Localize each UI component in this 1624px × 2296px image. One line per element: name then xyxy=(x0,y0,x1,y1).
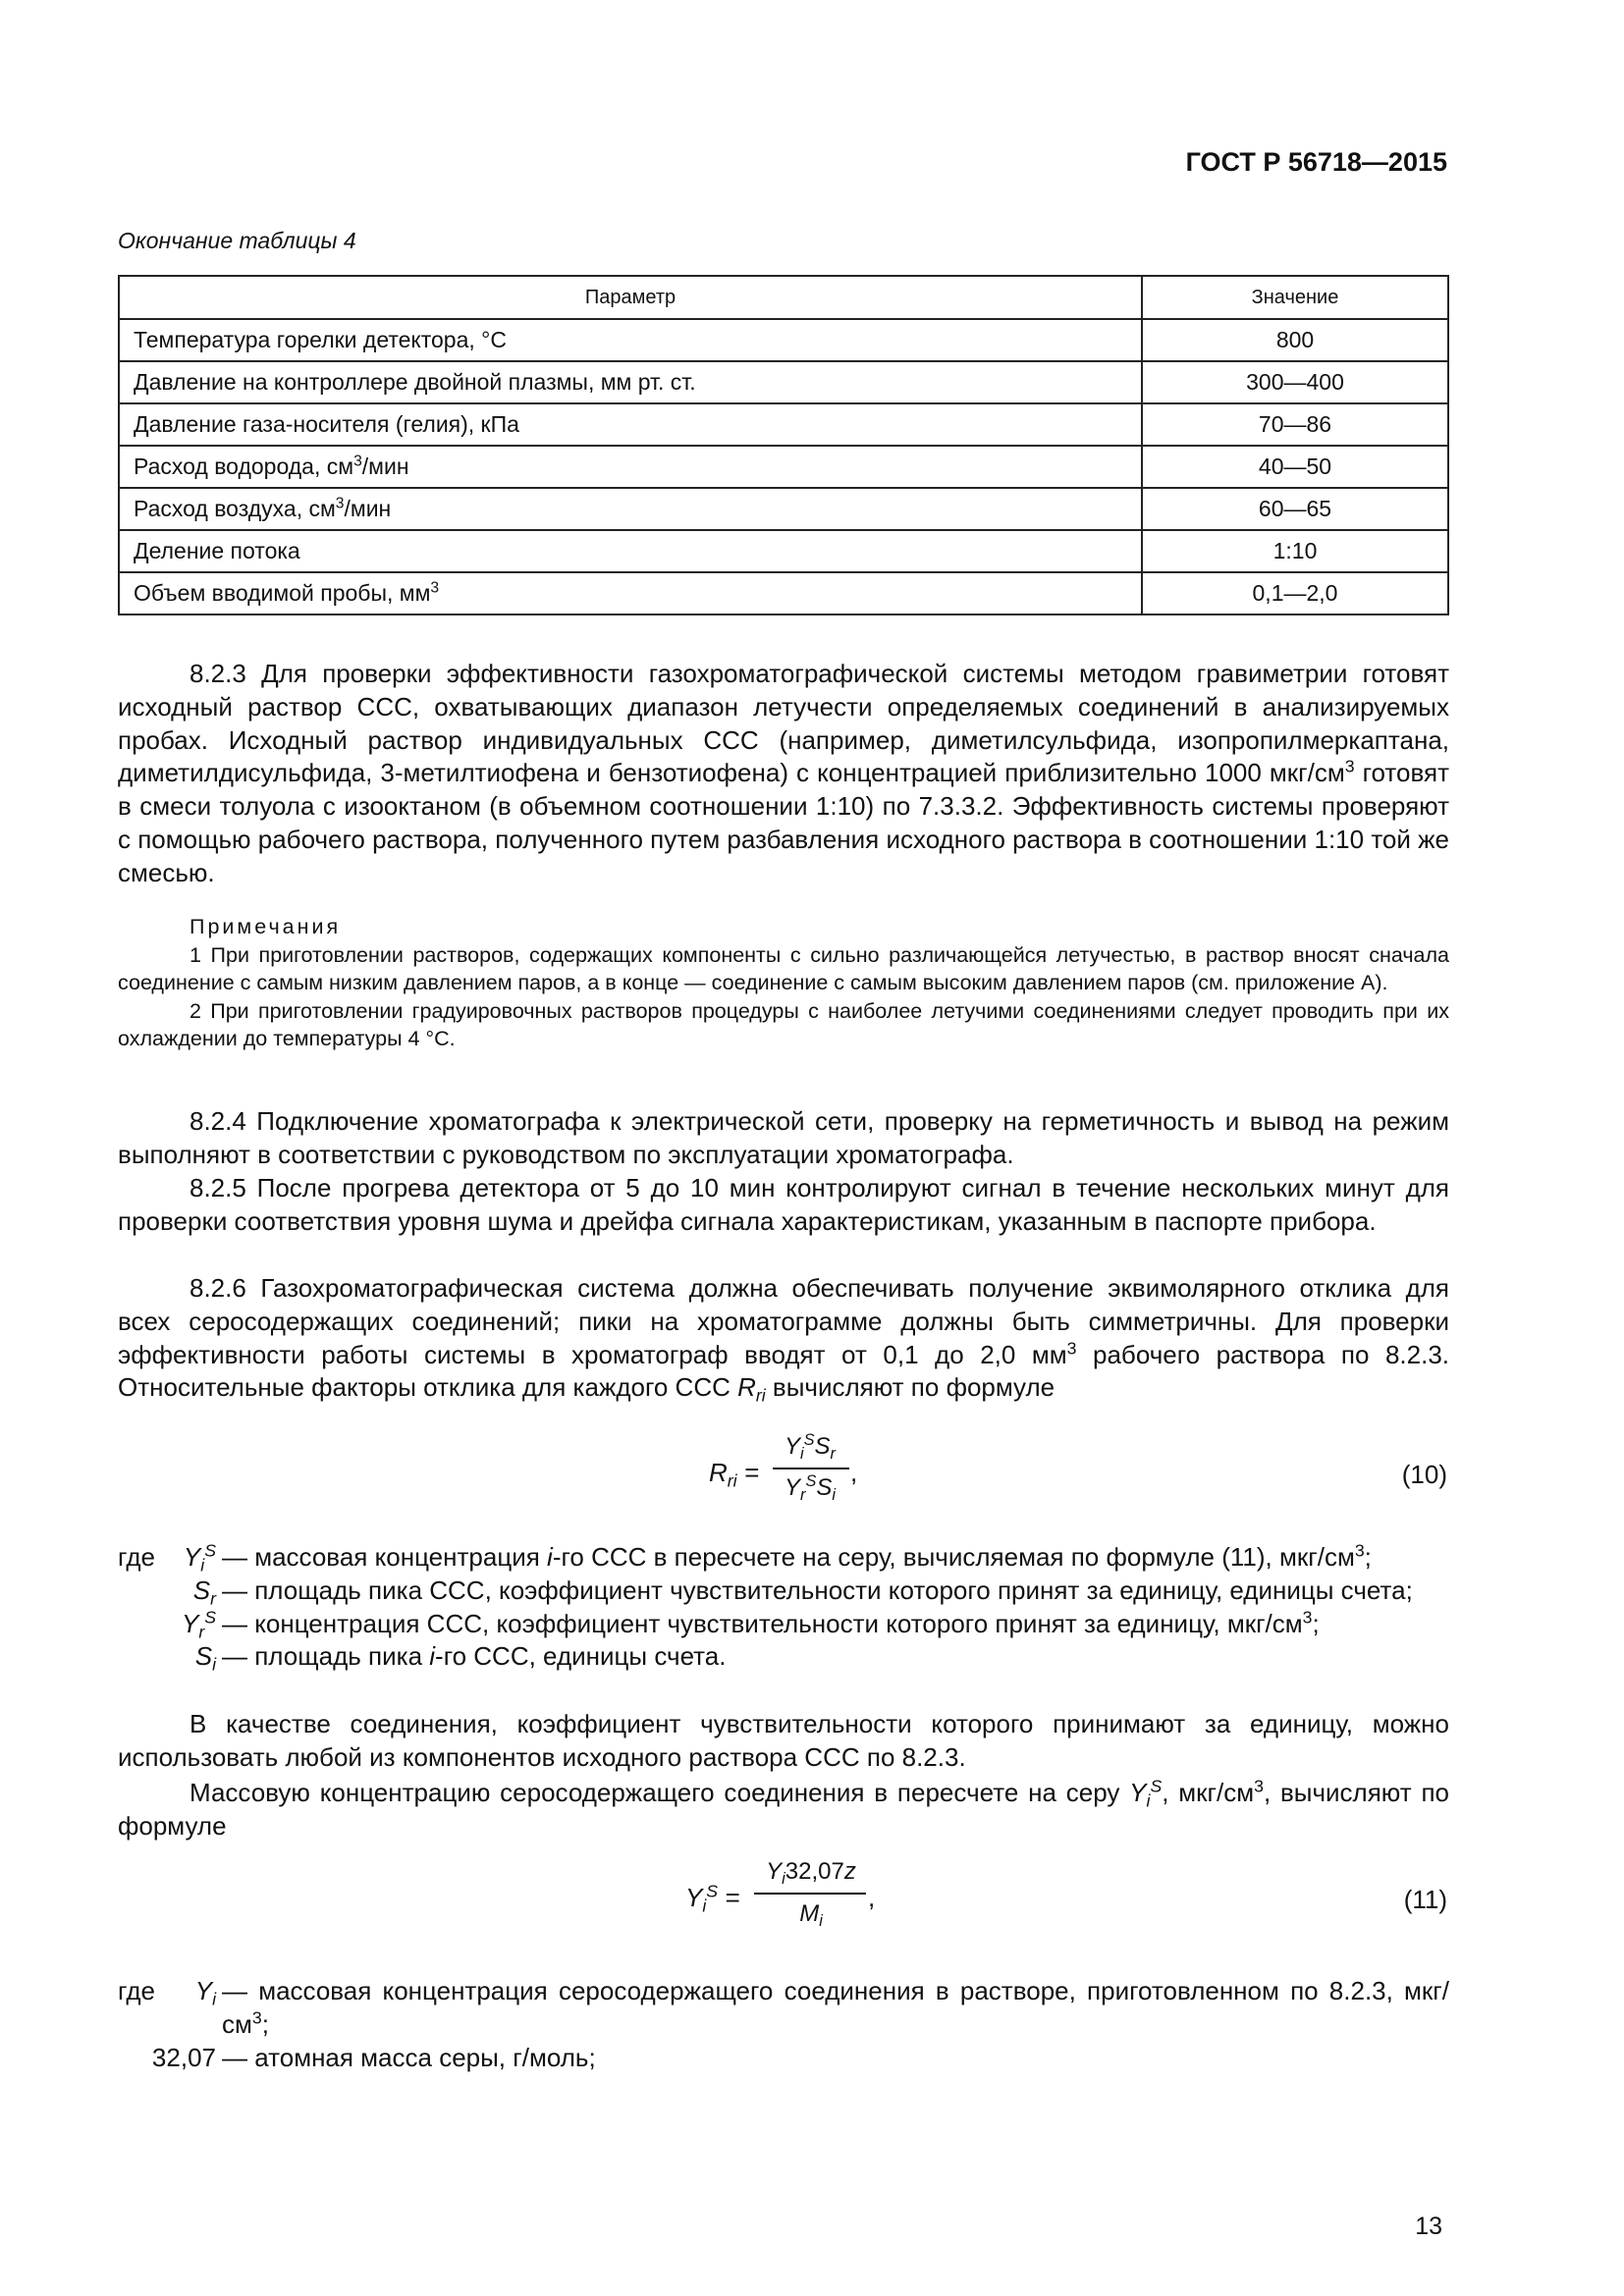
paragraph-mass-concentration: Массовую концентрацию серосодержащего соединения в пересчете на серу $Y_i^S$, мкг/$см^3$, вычисляют по формуле xyxy=(118,1776,1449,1841)
definition-text: — массовая концентрация серосодержащего соединения в растворе, приготовленном по 8.2.3, мкг/$см^3$; xyxy=(222,1976,1449,2039)
table-header-row xyxy=(119,276,1448,319)
definitions-formula-11 xyxy=(118,1975,1449,2074)
table-row xyxy=(119,361,1448,403)
formula-11-lhs: $Y_i^S$ = xyxy=(685,1881,740,1916)
formula-11-comma: , xyxy=(868,1883,876,1912)
paragraph-8-2-4: 8.2.4 Подключение хроматографа к электрической сети, проверку на герметичность и вывод на режим выполняют в соответствии с руководством по эксплуатации хроматографа. xyxy=(118,1106,1449,1169)
definition-symbol: $Y_i^S$ xyxy=(183,1540,216,1575)
paragraph-choice: В качестве соединения, коэффициент чувствительности которого принимают за единицу, можно использовать любой из компонентов исходного раствора ССС по 8.2.3. xyxy=(118,1709,1449,1772)
definition-symbol: $S_r$ xyxy=(192,1575,216,1609)
note-2: 2 При приготовлении градуировочных растворов процедуры с наиболее летучими соединениями следует проводить при их охлаждении до температуры 4 °С. xyxy=(118,998,1449,1050)
definition-row xyxy=(118,1640,1449,1674)
definition-symbol: $S_i$ xyxy=(194,1641,216,1675)
table-row xyxy=(119,488,1448,530)
note-1: 1 При приготовлении растворов, содержащих компоненты с сильно различающейся летучестью, в раствор вносят сначала соединение с самым низким давлением паров, а в конце — соединение с самым высоким давлением паров (см. приложение А). xyxy=(118,942,1449,994)
param-cell: Объем вводимой пробы, $мм^3$ xyxy=(119,572,1142,614)
param-cell: Давление газа-носителя (гелия), кПа xyxy=(119,403,1142,446)
definition-text: — площадь пика i-го ССС, единицы счета. xyxy=(222,1641,727,1672)
value-cell: 60—65 xyxy=(1142,488,1448,530)
table-row xyxy=(119,319,1448,361)
where-label: где xyxy=(118,1976,155,2005)
param-cell: Деление потока xyxy=(119,530,1142,572)
param-cell: Температура горелки детектора, °С xyxy=(119,319,1142,361)
formula-10-numerator: $Y_i^SS_r$ xyxy=(785,1431,836,1463)
param-cell: Расход воздуха, $см^3$/мин xyxy=(119,488,1142,530)
definition-text: — атомная масса серы, г/моль; xyxy=(222,2042,596,2072)
table-row xyxy=(119,446,1448,488)
definition-text: — массовая концентрация i-го ССС в пересчете на серу, вычисляемая по формуле (11), мкг/$см^3$; xyxy=(222,1540,1372,1572)
formula-10-denominator: $Y_r^SS_i$ xyxy=(785,1472,836,1504)
definition-symbol: $Y_i$ xyxy=(194,1976,216,2009)
definition-text: — площадь пика ССС, коэффициент чувствительности которого принят за единицу, единицы счета; xyxy=(222,1575,1413,1605)
table-caption: Окончание таблицы 4 xyxy=(118,228,356,253)
value-cell: 70—86 xyxy=(1142,403,1448,446)
value-cell: 40—50 xyxy=(1142,446,1448,488)
formula-11-fraction-line xyxy=(754,1893,866,1895)
standard-header: ГОСТ Р 56718—2015 xyxy=(1185,147,1447,177)
parameters-table xyxy=(118,275,1449,615)
formula-10-lhs: $R_{ri}$ = xyxy=(709,1458,760,1491)
equation-number-11: (11) xyxy=(1403,1885,1447,1914)
page-number: 13 xyxy=(1415,2213,1442,2240)
table-row xyxy=(119,572,1448,614)
paragraph-8-2-6: 8.2.6 Газохроматографическая система должна обеспечивать получение эквимолярного отклика для всех серосодержащих соединений; пики на хроматограмме должны быть симметричны. Для проверки эффективности работы системы в хроматограф вводят от 0,1 до 2,0 $мм^3$ рабочего раствора по 8.2.3. Относительные факторы отклика для каждого ССС $R_{ri}$ вычисляют по формуле xyxy=(118,1273,1449,1406)
formula-10-fraction-line xyxy=(773,1468,849,1469)
definition-row xyxy=(118,1975,1449,2042)
notes-block xyxy=(118,913,1449,1053)
param-cell: Расход водорода, $см^3$/мин xyxy=(119,446,1142,488)
definition-row xyxy=(118,1541,1449,1575)
equation-number-10: (10) xyxy=(1401,1460,1447,1489)
table-row xyxy=(119,530,1448,572)
formula-11-denominator: $M_i$ xyxy=(799,1900,823,1930)
notes-title: Примечания xyxy=(189,915,342,938)
param-cell: Давление на контроллере двойной плазмы, мм рт. ст. xyxy=(119,361,1142,403)
column-header-parameter: Параметр xyxy=(119,276,1142,319)
definitions-formula-10 xyxy=(118,1541,1449,1674)
definition-row xyxy=(118,1575,1449,1608)
definition-symbol: 32,07 xyxy=(151,2042,216,2072)
value-cell: 300—400 xyxy=(1142,361,1448,403)
definition-text: — концентрация ССС, коэффициент чувствительности которого принят за единицу, мкг/$см^3$; xyxy=(222,1606,1320,1638)
table-row xyxy=(119,403,1448,446)
definition-row xyxy=(118,2042,1449,2075)
where-label: где xyxy=(118,1542,155,1572)
value-cell: 1:10 xyxy=(1142,530,1448,572)
paragraph-8-2-5: 8.2.5 После прогрева детектора от 5 до 10 мин контролируют сигнал в течение нескольких минут для проверки соответствия уровня шума и дрейфа сигнала характеристикам, указанным в паспорте прибора. xyxy=(118,1173,1449,1236)
definition-row xyxy=(118,1608,1449,1641)
formula-10-comma: , xyxy=(850,1458,858,1487)
value-cell: 0,1—2,0 xyxy=(1142,572,1448,614)
formula-11-numerator: $Y_i32,07z$ xyxy=(766,1858,856,1888)
value-cell: 800 xyxy=(1142,319,1448,361)
paragraph-8-2-3: 8.2.3 Для проверки эффективности газохроматографической системы методом гравиметрии готовят исходный раствор ССС, охватывающих диапазон летучести определяемых соединений в анализируемых пробах. Исходный раствор индивидуальных ССС (например, диметилсульфида, изопропилмеркаптана, диметилдисульфида, 3-метилтиофена и бензотиофена) с концентрацией приблизительно 1000 мкг/$см^3$ готовят в смеси толуола с изооктаном (в объемном соотношении 1:10) по 7.3.3.2. Эффективность системы проверяют с помощью рабочего раствора, полученного путем разбавления исходного раствора в соотношении 1:10 той же смесью. xyxy=(118,659,1450,887)
definition-symbol: $Y_r^S$ xyxy=(181,1606,216,1641)
column-header-value: Значение xyxy=(1142,276,1448,319)
